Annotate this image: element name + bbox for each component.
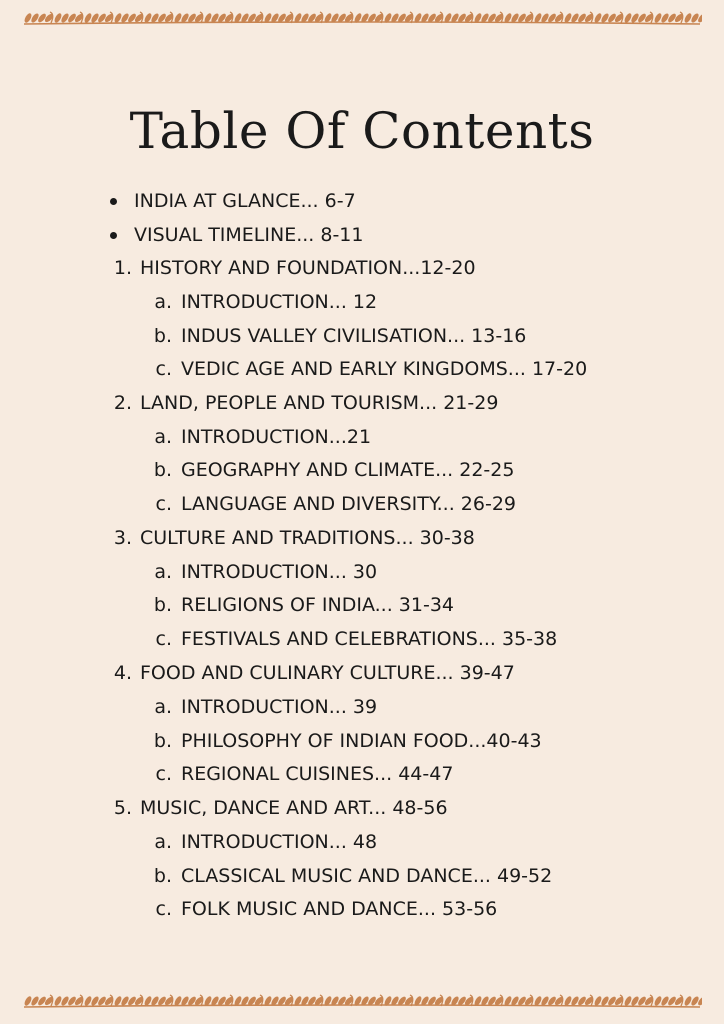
vine-leaf-cluster: [593, 995, 624, 1007]
section-title: FOOD AND CULINARY CULTURE... 39-47: [140, 662, 515, 684]
bullet-dot-icon: [110, 232, 117, 239]
vine-leaf-cluster: [683, 995, 702, 1007]
subsection-letter: b.: [153, 325, 172, 347]
bottom-vine-border-icon: [22, 991, 702, 1013]
vine-leaf-cluster: [53, 12, 84, 24]
subsection-letter: a.: [154, 291, 172, 313]
subsection-title: INDUS VALLEY CIVILISATION... 13-16: [181, 325, 527, 347]
subsection-letter: b.: [153, 594, 172, 616]
toc-section: [108, 791, 448, 825]
vine-leaf-cluster: [23, 995, 54, 1007]
section-title: HISTORY AND FOUNDATION...12-20: [140, 257, 476, 279]
vine-leaf-cluster: [623, 995, 654, 1007]
subsection-letter: c.: [155, 763, 172, 785]
vine-leaf-cluster: [563, 12, 594, 24]
subsection-title: INTRODUCTION...21: [181, 426, 372, 448]
subsection-title: INTRODUCTION... 12: [181, 291, 378, 313]
subsection-letter: a.: [154, 696, 172, 718]
vine-leaf-cluster: [653, 995, 684, 1007]
page-title: Table Of Contents: [129, 101, 595, 160]
subsection-title: FOLK MUSIC AND DANCE... 53-56: [181, 898, 498, 920]
subsection-title: PHILOSOPHY OF INDIAN FOOD...40-43: [181, 730, 542, 752]
subsection-letter: c.: [155, 493, 172, 515]
toc-section: [108, 656, 515, 690]
vine-leaf-cluster: [653, 12, 684, 24]
section-number: 3.: [113, 527, 132, 549]
toc-subsection: [148, 352, 587, 386]
toc-section: [108, 386, 498, 420]
vine-leaf-cluster: [563, 995, 594, 1007]
section-number: 1.: [113, 257, 132, 279]
subsection-title: GEOGRAPHY AND CLIMATE... 22-25: [181, 459, 515, 481]
toc-bullet-item: [110, 218, 363, 252]
section-title: MUSIC, DANCE AND ART... 48-56: [140, 797, 448, 819]
toc-subsection: [148, 319, 526, 353]
subsection-letter: a.: [154, 561, 172, 583]
vine-leaf-cluster: [113, 995, 144, 1007]
vine-stem: [24, 1005, 700, 1007]
subsection-letter: b.: [153, 865, 172, 887]
subsection-letter: b.: [153, 459, 172, 481]
toc-subsection: [148, 453, 514, 487]
toc-bullet-text: VISUAL TIMELINE... 8-11: [134, 224, 364, 246]
toc-subsection: [148, 724, 542, 758]
toc-bullet-text: INDIA AT GLANCE... 6-7: [134, 190, 356, 212]
section-title: LAND, PEOPLE AND TOURISM... 21-29: [140, 392, 499, 414]
subsection-letter: c.: [155, 898, 172, 920]
subsection-letter: c.: [155, 628, 172, 650]
bullet-dot-icon: [110, 198, 117, 205]
toc-subsection: [148, 859, 552, 893]
subsection-letter: c.: [155, 358, 172, 380]
toc-bullet-item: [110, 184, 356, 218]
toc-subsection: [148, 420, 371, 454]
vine-leaf-cluster: [23, 12, 54, 24]
toc-subsection: [148, 555, 377, 589]
vine-stem: [24, 22, 700, 24]
toc-subsection: [148, 622, 557, 656]
subsection-title: INTRODUCTION... 39: [181, 696, 378, 718]
section-number: 2.: [113, 392, 132, 414]
subsection-title: INTRODUCTION... 30: [181, 561, 378, 583]
toc-subsection: [148, 825, 377, 859]
section-number: 5.: [113, 797, 132, 819]
vine-leaf-cluster: [83, 995, 114, 1007]
vine-leaf-cluster: [623, 12, 654, 24]
subsection-title: FESTIVALS AND CELEBRATIONS... 35-38: [181, 628, 558, 650]
vine-leaf-cluster: [683, 12, 702, 24]
subsection-title: INTRODUCTION... 48: [181, 831, 378, 853]
toc-section: [108, 251, 476, 285]
section-number: 4.: [113, 662, 132, 684]
vine-leaf-cluster: [593, 12, 624, 24]
toc-subsection: [148, 285, 377, 319]
subsection-title: VEDIC AGE AND EARLY KINGDOMS... 17-20: [181, 358, 588, 380]
toc-subsection: [148, 690, 377, 724]
subsection-letter: a.: [154, 426, 172, 448]
subsection-title: REGIONAL CUISINES... 44-47: [181, 763, 454, 785]
subsection-letter: b.: [153, 730, 172, 752]
section-title: CULTURE AND TRADITIONS... 30-38: [140, 527, 475, 549]
toc-subsection: [148, 892, 497, 926]
subsection-title: LANGUAGE AND DIVERSITY... 26-29: [181, 493, 517, 515]
toc-subsection: [148, 487, 516, 521]
subsection-title: RELIGIONS OF INDIA... 31-34: [181, 594, 454, 616]
vine-leaf-cluster: [83, 12, 114, 24]
toc-subsection: [148, 588, 454, 622]
vine-leaf-cluster: [53, 995, 84, 1007]
toc-subsection: [148, 757, 453, 791]
toc-section: [108, 521, 475, 555]
subsection-letter: a.: [154, 831, 172, 853]
subsection-title: CLASSICAL MUSIC AND DANCE... 49-52: [181, 865, 553, 887]
vine-leaf-cluster: [113, 12, 144, 24]
top-vine-border-icon: [22, 8, 702, 30]
